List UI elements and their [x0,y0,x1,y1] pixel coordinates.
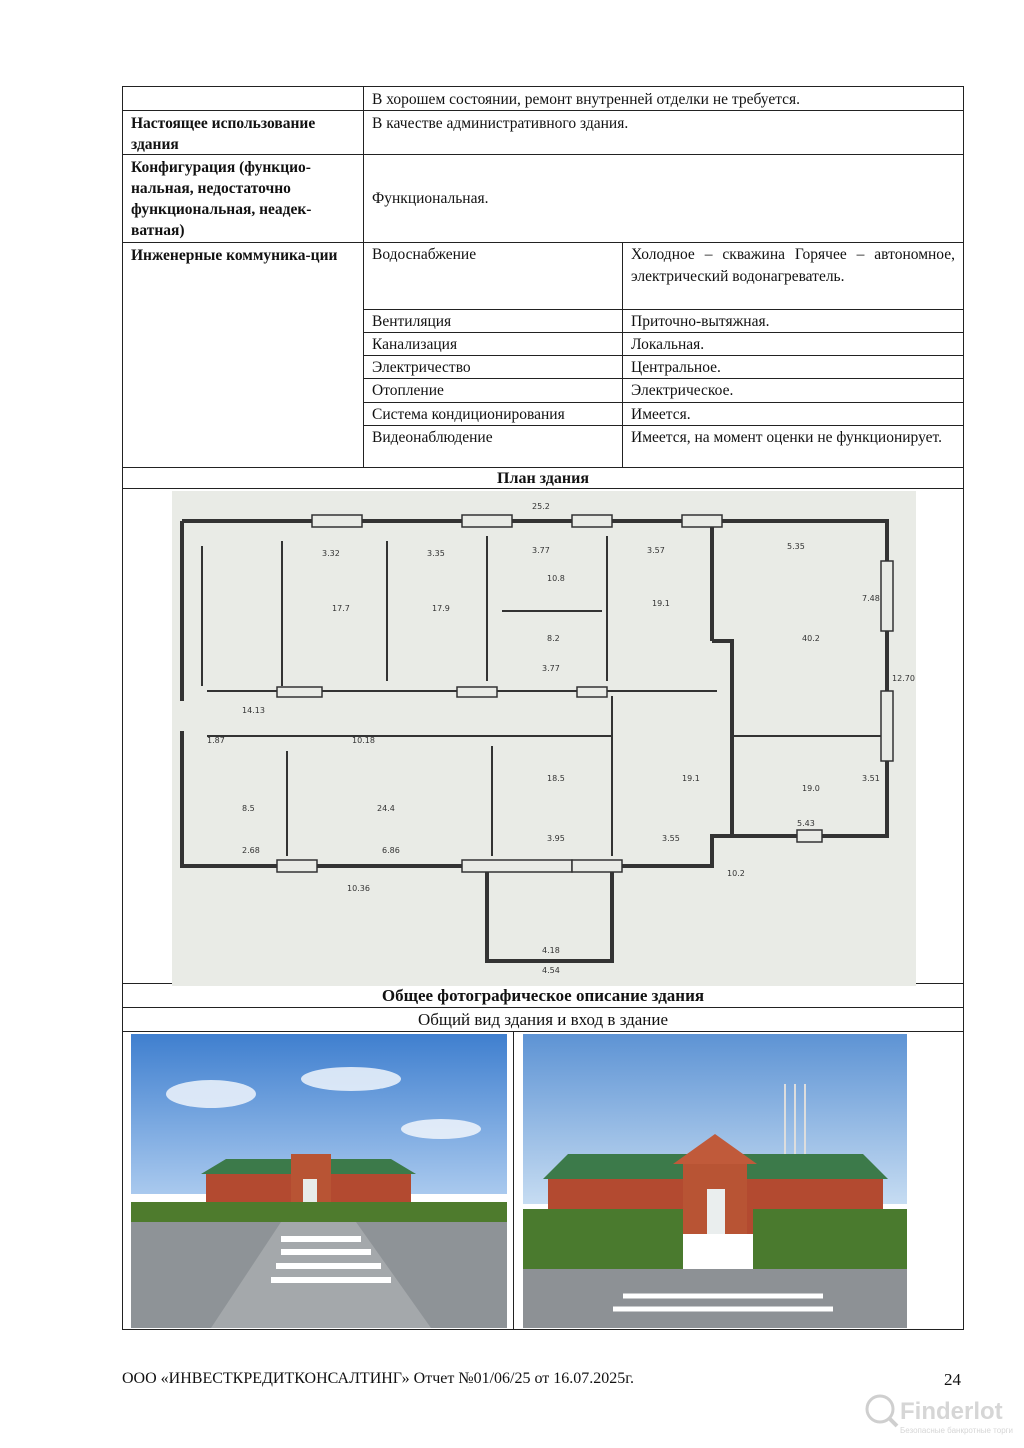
utility-value: Электрическое. [631,382,734,399]
utility-name: Водоснабжение [364,243,623,309]
dim-label: 6.86 [382,846,400,855]
utilities-list [364,243,963,467]
room-area: 17.9 [432,604,450,613]
usage-label: Настоящее использование здания [123,111,364,154]
info-table [122,86,964,1330]
config-value: Функциональная. [372,190,489,207]
dim-label: 3.51 [862,774,880,783]
plan-title-row [123,468,963,489]
utility-value: Центральное. [631,359,721,376]
dim-label: 5.35 [787,542,805,551]
dim-label: 3.77 [532,546,550,555]
watermark [864,1393,1022,1446]
photo-caption: Общий вид здания и вход в здание [417,1010,669,1029]
utility-value: Приточно-вытяжная. [631,313,770,330]
dim-label: 4.54 [542,966,560,975]
room-area: 19.1 [682,774,700,783]
dim-label: 4.18 [542,946,560,955]
utility-row [364,333,963,356]
condition-value: В хорошем состоянии, ремонт внутренней отделки не требуется. [372,91,801,108]
utility-row [364,379,963,403]
config-row [123,155,963,243]
utility-name: Канализация [364,333,623,355]
watermark-brand: Finderlot [900,1398,1003,1425]
plan-row [123,489,963,984]
utility-row [364,403,963,426]
dim-label: 10.18 [352,736,375,745]
dim-label: 3.57 [647,546,665,555]
utility-value: Имеется. [631,406,691,423]
usage-value: В качестве административного здания. [372,115,629,132]
room-area: 8.2 [547,634,560,643]
photos-row [123,1032,963,1329]
dim-label: 2.68 [242,846,260,855]
utility-name: Вентиляция [364,310,623,332]
building-photo-left [131,1034,507,1328]
utility-row [364,426,963,467]
utility-name: Система кондиционирования [364,403,623,425]
utilities-row [123,243,963,468]
dim-label: 1.87 [207,736,225,745]
room-area: 8.5 [242,804,255,813]
photo-caption-row [123,1008,963,1032]
utility-name: Видеонаблюдение [364,426,623,467]
usage-row [123,111,963,155]
photo-section-title: Общее фотографическое описание здания [381,986,705,1005]
config-label: Конфигурация (функцио-нальная, недостаточно функциональная, неадек-ватная) [123,155,364,242]
dim-label: 3.95 [547,834,565,843]
dim-label: 3.35 [427,549,445,558]
utility-row [364,243,963,310]
watermark-tagline: Безопасные банкротные торги [900,1426,1014,1435]
dim-label: 7.48 [862,594,880,603]
utility-name: Электричество [364,356,623,378]
divider [513,1032,514,1329]
floor-plan [172,491,916,986]
empty-cell [123,87,364,110]
dim-label: 3.77 [542,664,560,673]
floor-plan-drawing [172,491,916,986]
room-area: 19.1 [652,599,670,608]
room-area: 17.7 [332,604,350,613]
building-photo-right [523,1034,907,1328]
utilities-label: Инженерные коммуника-ции [123,243,364,467]
room-area: 18.5 [547,774,565,783]
dim-label: 25.2 [532,502,550,511]
utility-row [364,310,963,333]
utility-value: Имеется, на момент оценки не функционирует. [631,429,943,446]
utility-value: Локальная. [631,336,705,353]
dim-label: 14.13 [242,706,265,715]
room-area: 10.8 [547,574,565,583]
utility-row [364,356,963,379]
dim-label: 3.55 [662,834,680,843]
footer-text: ООО «ИНВЕСТКРЕДИТКОНСАЛТИНГ» Отчет №01/06/25 от 16.07.2025г. [122,1370,635,1387]
dim-label: 3.32 [322,549,340,558]
dim-label: 10.2 [727,869,745,878]
dim-label: 10.36 [347,884,370,893]
room-area: 40.2 [802,634,820,643]
dim-label: 5.43 [797,819,815,828]
condition-row [123,87,963,111]
page-number: 24 [944,1370,961,1389]
room-area: 19.0 [802,784,820,793]
photo-title-row [123,984,963,1008]
utility-name: Отопление [364,379,623,402]
plan-title: План здания [497,470,589,487]
dim-label: 12.70 [892,674,915,683]
utility-value: Холодное – скважина Горячее – автономное, электрический водонагреватель. [631,246,955,285]
room-area: 24.4 [377,804,395,813]
